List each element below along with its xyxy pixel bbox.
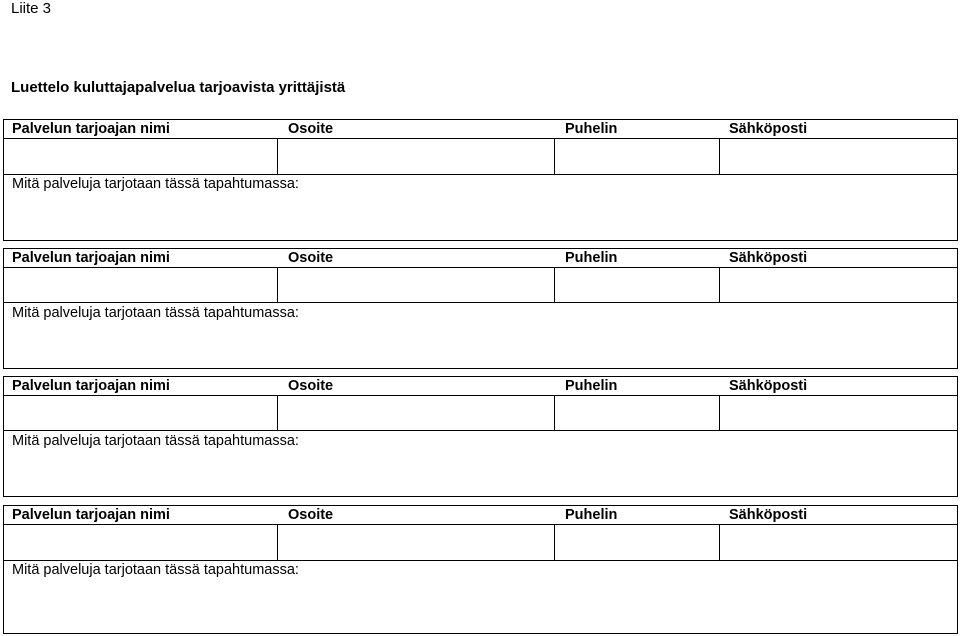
phone-field[interactable] [555,395,720,430]
header-email: Sähköposti [729,250,808,266]
header-provider-name: Palvelun tarjoajan nimi [12,121,170,137]
column-header-row [4,506,957,525]
header-phone: Puhelin [565,507,618,523]
value-row [4,138,957,175]
address-field[interactable] [278,138,555,174]
address-field[interactable] [278,267,555,302]
phone-field[interactable] [555,267,720,302]
header-email: Sähköposti [729,121,808,137]
document-title: Luettelo kuluttajapalvelua tarjoavista yrittäjistä [11,79,346,96]
services-field[interactable] [4,195,957,235]
services-field[interactable] [4,452,957,492]
provider-name-field[interactable] [4,395,278,430]
column-header-row [4,120,957,139]
header-phone: Puhelin [565,378,618,394]
services-field[interactable] [4,581,957,621]
services-question-label: Mitä palveluja tarjotaan tässä tapahtumassa: [12,433,299,449]
header-address: Osoite [288,507,334,523]
header-provider-name: Palvelun tarjoajan nimi [12,378,170,394]
header-email: Sähköposti [729,378,808,394]
attachment-label: Liite 3 [11,0,52,17]
provider-name-field[interactable] [4,267,278,302]
phone-field[interactable] [555,138,720,174]
header-address: Osoite [288,250,334,266]
provider-entry-block [3,505,958,634]
column-header-row [4,249,957,268]
email-field[interactable] [720,395,957,430]
header-phone: Puhelin [565,121,618,137]
header-provider-name: Palvelun tarjoajan nimi [12,507,170,523]
address-field[interactable] [278,395,555,430]
provider-entry-block [3,119,958,241]
provider-entry-block [3,248,958,369]
value-row [4,267,957,303]
header-address: Osoite [288,378,334,394]
phone-field[interactable] [555,524,720,560]
services-question-label: Mitä palveluja tarjotaan tässä tapahtumassa: [12,305,299,321]
services-question-label: Mitä palveluja tarjotaan tässä tapahtumassa: [12,562,299,578]
value-row [4,524,957,561]
value-row [4,395,957,431]
email-field[interactable] [720,138,957,174]
column-header-row [4,377,957,396]
services-field[interactable] [4,324,957,364]
provider-name-field[interactable] [4,524,278,560]
email-field[interactable] [720,524,957,560]
header-phone: Puhelin [565,250,618,266]
email-field[interactable] [720,267,957,302]
header-provider-name: Palvelun tarjoajan nimi [12,250,170,266]
header-address: Osoite [288,121,334,137]
address-field[interactable] [278,524,555,560]
header-email: Sähköposti [729,507,808,523]
services-question-label: Mitä palveluja tarjotaan tässä tapahtumassa: [12,176,299,192]
provider-name-field[interactable] [4,138,278,174]
provider-entry-block [3,376,958,497]
